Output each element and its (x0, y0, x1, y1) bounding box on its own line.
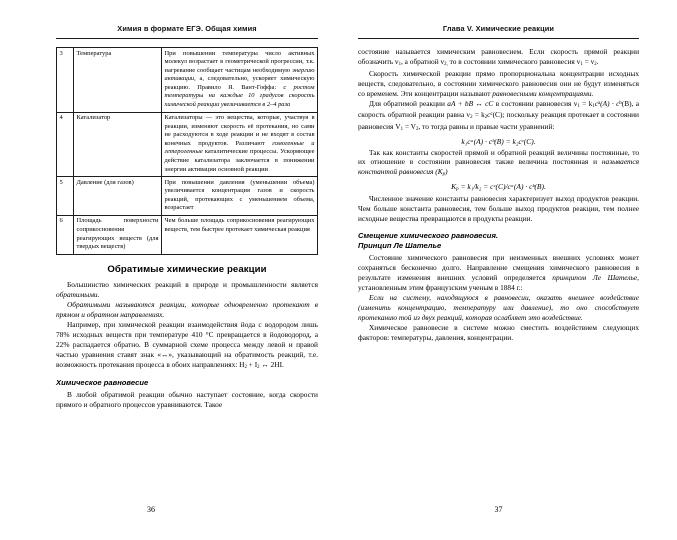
sub-2: 2 (244, 364, 247, 370)
sub-k1: 1 (592, 103, 595, 109)
sub-2b: 2 (257, 364, 260, 370)
para-text: Например, при химической реакции взаимодействия йода с водородом лишь 78% исходных веществ при температуре 410 °С превращается в йодоводород, а 22% распадается обратно. В суммарной схеме процесса между левой и правой частью уравнения ставят знак «↔», указывающий на обратимость реакций, т.е. возможность протекания процесса в обоих направлениях: H (56, 319, 318, 369)
p1-e: . (596, 56, 599, 66)
para-text-tail: + I (246, 359, 258, 369)
desc-italic-1: энергию активации (164, 66, 315, 83)
right-page (338, 0, 677, 540)
para-italic: обратимыми. (56, 289, 100, 299)
p3-k: , то тогда равны и правые части уравнений: (418, 121, 555, 131)
p6-a: Состояние химического равновесия при неизменных внешних условиях может сохраняться бесконечно долго. Направление смещения химического равновесия в результате изменения внешних условий определяется (358, 252, 639, 282)
row-description (162, 177, 318, 216)
p1-b: , а обратной v (401, 56, 445, 66)
paragraph-majority (56, 280, 318, 300)
p3-d: c (594, 98, 599, 108)
para-text-end: ↔ 2HI. (259, 359, 284, 369)
paragraph-equilibrium-continued (358, 47, 639, 69)
row-factor: Температура (74, 48, 162, 113)
row-factor: Давление (для газов) (74, 177, 162, 216)
p3-h: c (487, 110, 491, 120)
sub-1: 1 (398, 62, 401, 68)
right-running-head: Глава V. Химические реакции (442, 24, 555, 33)
paragraph-numeric-value: Численное значение константы равновесия характеризует выход продуктов реакции. Чем больше константа равновесия, тем больше выход продуктов реакции, тем полнее исходные вещества превращаются в продукты реакции. (358, 194, 639, 224)
p3-j: = V (403, 121, 416, 131)
p3-i: (C); поскольку реакция протекает в состоянии равновесия V (358, 110, 639, 131)
p4-italic: называется константой равновесия (K (358, 157, 639, 177)
p4-a: Так как константы скоростей прямой и обратной реакций величины постоянные, то их отношение в состоянии равновесия также величина постоянная и (358, 147, 639, 167)
row-description (162, 215, 318, 254)
sub-1b: 1 (580, 62, 583, 68)
subsection-title-chemical-equilibrium: Химическое равновесие (56, 378, 149, 388)
p3-b: в состоянии равновесия v (493, 98, 578, 108)
definition-le-chatelier: Если на систему, находящуюся в равновесии, оказать внешнее воздействие (изменить концентрацию, температуру или давление), то оно способствует протеканию той из двух реакций, которая ослабляет это воздействие. (358, 292, 639, 322)
kp-body: = k₁/k₂ = cᶜ(C)/cᵃ(A) · cᵇ(B). (458, 182, 546, 192)
left-running-head: Химия в формате ЕГЭ. Общая химия (117, 24, 257, 33)
desc-part-1: При повышении давления (уменьшении объема) увеличивается концентрация газов и скорость реакций, протекающих с уменьшением объема, возрастает (164, 178, 315, 212)
right-head-rule (358, 38, 639, 39)
p3-equation: aA + bB ↔ cC (447, 98, 494, 108)
page-number-left: 36 (147, 505, 155, 514)
sub-1: 1 (577, 103, 580, 109)
paragraph-equilibrium-intro: В любой обратимой реакции обычно наступает состояние, когда скорости прямого и обратного процессов уравниваются. Такое (56, 390, 318, 410)
sub-2: 2 (470, 115, 473, 121)
definition-reversible: Обратимыми называются реакции, которые одновременно протекают в прямом и обратном направлениях. (56, 299, 318, 319)
paragraph-iodine-example (56, 320, 318, 372)
p3-a: Для обратимой реакции (369, 98, 448, 108)
left-page (0, 0, 338, 540)
sub-v1: 1 (400, 126, 403, 132)
paragraph-le-chatelier-intro (358, 253, 639, 293)
sup-a: a (598, 100, 601, 106)
desc-part-1: Чем больше площадь соприкосновения реагирующих веществ, тем быстрее протекает химическая реакция (164, 217, 315, 233)
p3-e: (A) · c (600, 98, 620, 108)
row-number: 5 (57, 177, 74, 216)
paragraph-rate-proportional (358, 69, 639, 99)
row-description (162, 112, 318, 177)
row-description (162, 48, 318, 113)
desc-italic-1: гомогенные и гетерогенные (164, 139, 315, 156)
desc-part-2: каталитические процессы. Ускоряющее действие катализатора заключается в понижении энергии активации основной реакции (164, 148, 315, 173)
table-row (57, 177, 318, 216)
table-row (57, 215, 318, 254)
sub-title-line2: Принцип Ле Шателье (358, 241, 442, 250)
p2-a: Скорость химической реакции прямо пропорциональна концентрации исходных веществ, следовательно, в состоянии химического равновесия они не будут изменяться со временем. Эти концентрации называют (358, 68, 639, 98)
row-factor: Площадь поверхности соприкосновения реагирующих веществ (для твердых веществ) (74, 215, 162, 254)
row-number: 3 (57, 48, 74, 113)
kp-sub: р (456, 187, 459, 193)
table-row (57, 112, 318, 177)
subsection-title-le-chatelier (358, 231, 639, 251)
section-title-reversible-reactions: Обратимые химические реакции (107, 263, 267, 275)
row-number: 6 (57, 215, 74, 254)
p3-c: = k (579, 98, 593, 108)
paragraph-shift-factors: Химическое равновесие в системе можно сместить воздействием следующих факторов: температуры, давления, концентрации. (358, 322, 639, 342)
p4-italic-end: ) (445, 167, 448, 177)
sub-2: 2, (444, 62, 448, 68)
kp-symbol: K (451, 182, 457, 192)
p1-d: = v (582, 56, 595, 66)
sup-b: b (619, 100, 622, 106)
desc-part-2: , а, следовательно, ускоряет химическую реакцию. Правило Я. Вант-Гоффа: (164, 75, 315, 91)
p4-italic-sub: р (442, 172, 446, 178)
sub-2b: 2 (594, 62, 597, 68)
p6-italic: принципом Ле Шателье (552, 272, 638, 282)
p2-italic: равновесными концентрациями. (492, 88, 594, 98)
p1-a: состояние называется химическим равновесием. Если скорость прямой реакции обозначить v (358, 47, 639, 66)
paragraph-reversible-equation (358, 99, 639, 134)
sub-v2: 2 (415, 126, 419, 132)
desc-italic-2: с ростом температуры на каждые 10 градусов скорость химической реакции увеличивается в 2–4 раза (164, 83, 315, 108)
page-number-right: 37 (494, 505, 503, 514)
sup-c: c (490, 112, 493, 118)
para-text: Большинство химических реакций в природе и промышленности является (67, 279, 318, 289)
reaction-rate-factors-table (56, 47, 318, 255)
row-number: 4 (57, 112, 74, 177)
left-head-rule (56, 38, 318, 39)
formula-equilibrium-constant (358, 182, 639, 192)
p3-f: (B), а скорость обратной реакции равна v (358, 98, 639, 120)
desc-part-1: При повышении температуры число активных молекул возрастает в геометрической прогрессии, т.к. нагревание сообщает частицам необходимую (164, 49, 315, 74)
row-factor: Катализатор (74, 112, 162, 177)
table-row (57, 48, 318, 113)
sub-title-line1: Смещение химического равновесия. (358, 231, 499, 241)
paragraph-constants (358, 148, 639, 180)
sub-k2: 2 (484, 115, 488, 121)
p1-c: то в состоянии химического равновесия v (447, 56, 581, 66)
desc-part-1: Катализаторы — это вещества, которые, участвуя в реакции, изменяют скорость её протекания, но сами не расходуются в ходе реакции и не входят в состав конечных продуктов. Различают (164, 114, 315, 147)
formula-rate-equality: k₁cᵃ(A) · cᵇ(B) = k₂cᶜ(C). (461, 136, 536, 146)
p3-g: = k (472, 110, 485, 120)
p6-b: , установленным этим французским ученым в 1884 г.: (358, 272, 639, 292)
